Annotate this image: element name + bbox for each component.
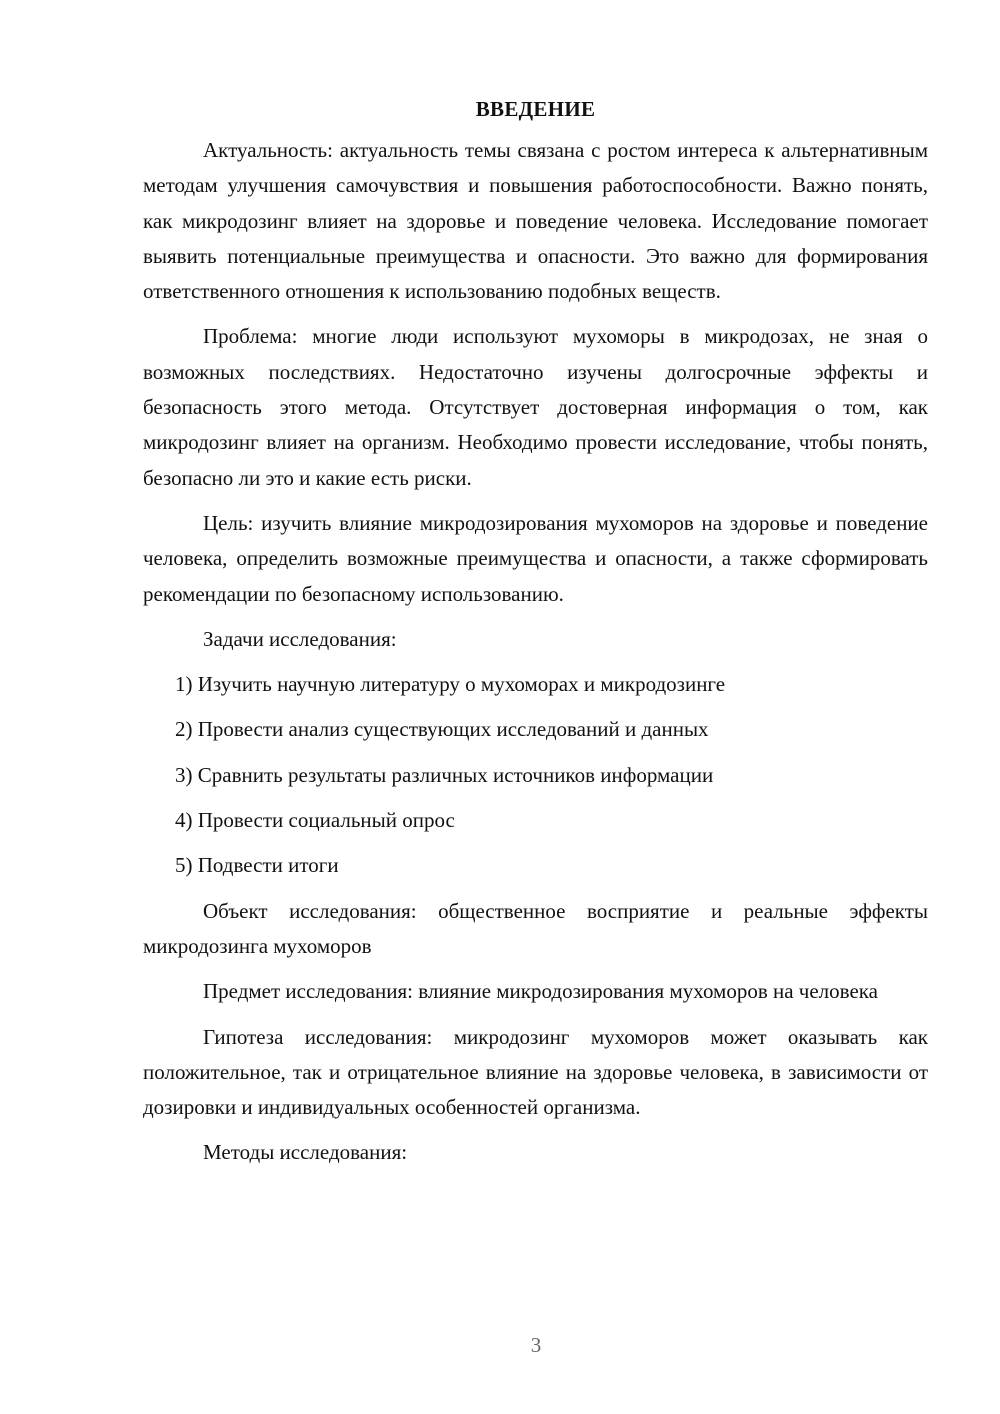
task-item: 5) Подвести итоги [175, 853, 339, 878]
subject-paragraph: Предмет исследования: влияние микродозирования мухоморов на человека [203, 979, 878, 1004]
tasks-list [143, 667, 928, 883]
relevance-paragraph: Актуальность: актуальность темы связана с ростом интереса к альтернативным методам улучшения самочувствия и повышения работоспособности. Важно понять, как микродозинг влияет на здоровье и поведение человека. Исследование помогает выявить потенциальные преимущества и опасности. Это важно для формирования ответственного отношения к использованию подобных веществ. [143, 138, 928, 304]
page-content [143, 95, 928, 1181]
page-number: 3 [530, 1333, 542, 1357]
methods-heading: Методы исследования: [203, 1140, 408, 1165]
task-item: 4) Провести социальный опрос [175, 808, 455, 833]
hypothesis-paragraph: Гипотеза исследования: микродозинг мухоморов может оказывать как положительное, так и отрицательное влияние на здоровье человека, в зависимости от дозировки и индивидуальных особенностей организма. [143, 1024, 928, 1120]
object-paragraph: Объект исследования: общественное восприятие и реальные эффекты микродозинга мухоморов [143, 898, 928, 958]
task-item: 3) Сравнить результаты различных источников информации [175, 762, 714, 787]
page-title: ВВЕДЕНИЕ [475, 97, 596, 121]
task-item: 1) Изучить научную литературу о мухоморах и микродозинге [175, 672, 726, 697]
problem-paragraph: Проблема: многие люди используют мухоморы в микродозах, не зная о возможных последствиях. Недостаточно изучены долгосрочные эффекты и безопасность этого метода. Отсутствует достоверная информация о том, как микродозинг влияет на организм. Необходимо провести исследование, чтобы понять, безопасно ли это и какие есть риски. [143, 324, 928, 490]
tasks-heading: Задачи исследования: [203, 626, 397, 651]
goal-paragraph: Цель: изучить влияние микродозирования мухоморов на здоровье и поведение человека, определить возможные преимущества и опасности, а также сформировать рекомендации по безопасному использованию. [143, 510, 928, 606]
task-item: 2) Провести анализ существующих исследований и данных [175, 717, 709, 742]
